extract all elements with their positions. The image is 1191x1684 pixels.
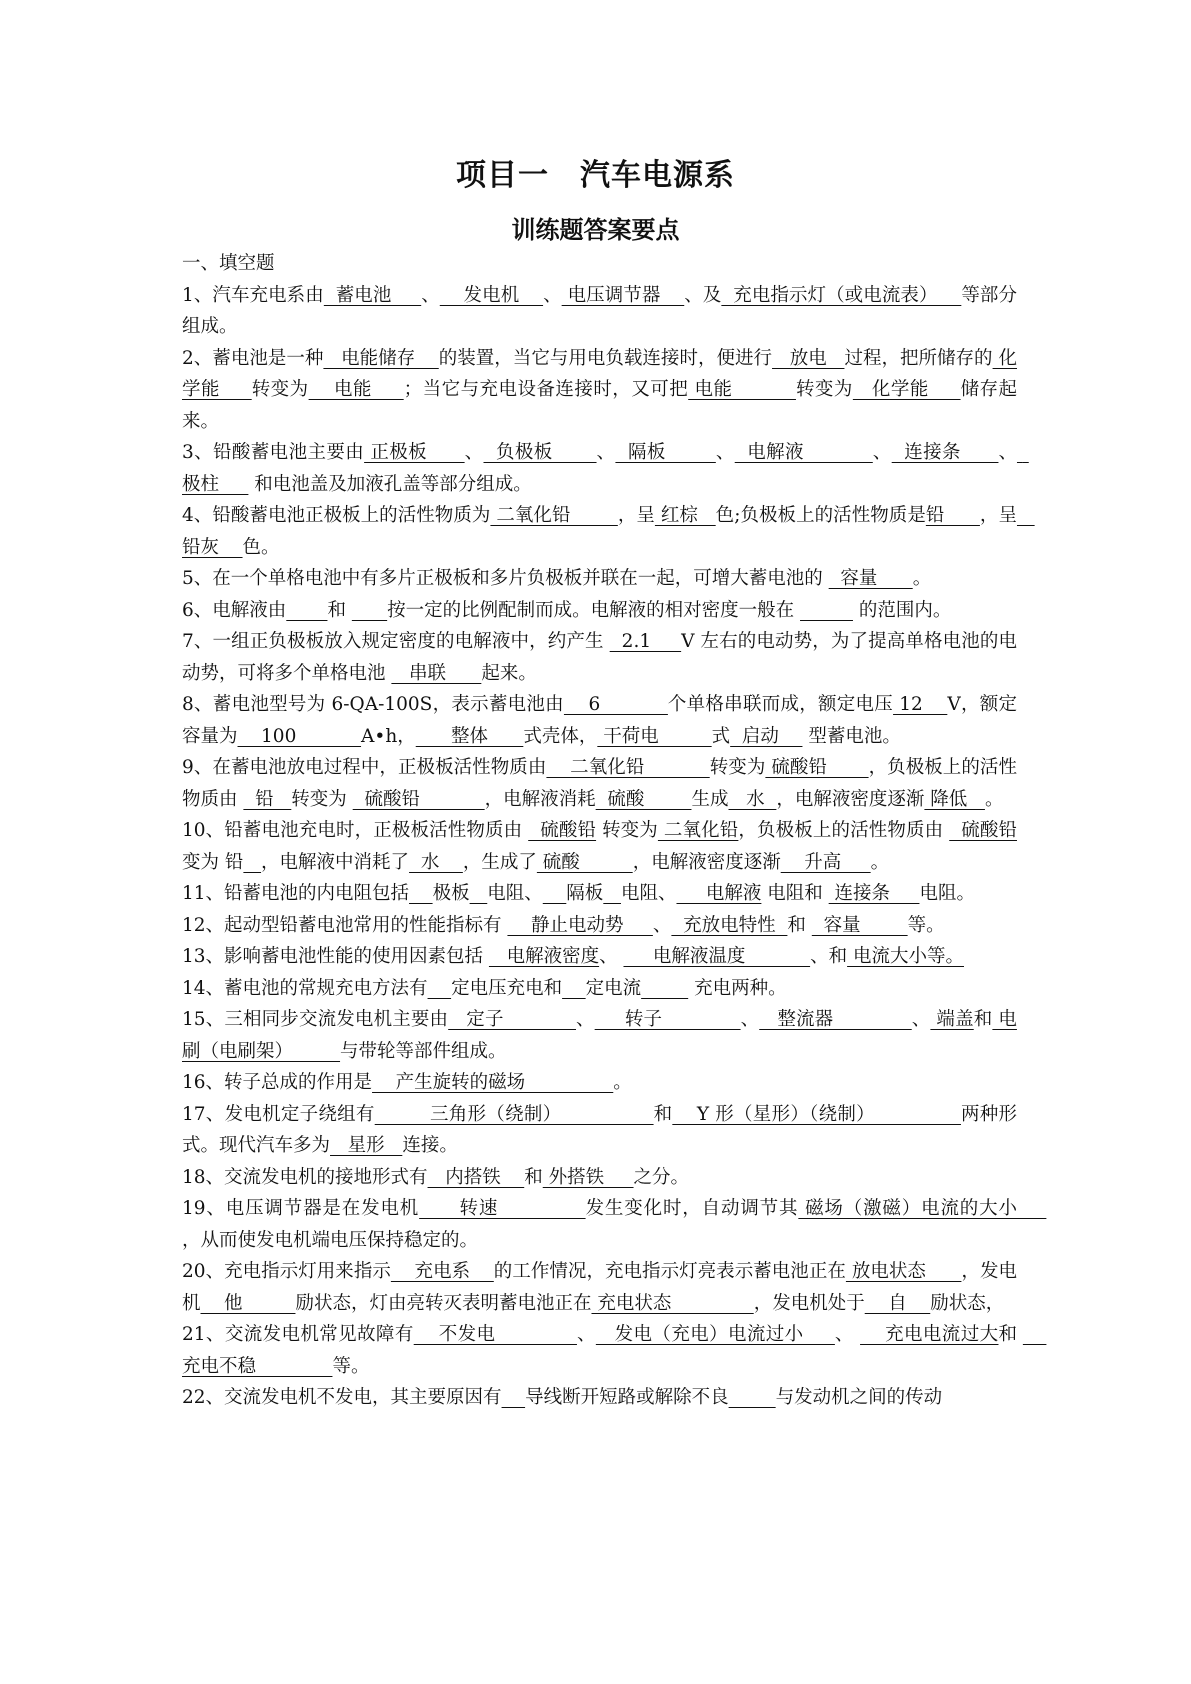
question-4	[182, 500, 1035, 563]
question-15	[182, 1004, 1017, 1067]
answer-blank: 产生旋转的磁场	[372, 1072, 614, 1093]
question-text: 4、铅酸蓄电池正极板上的活性物质为	[182, 505, 491, 526]
question-text: 9、在蓄电池放电过程中，正极板活性物质由	[182, 757, 547, 778]
question-text: 励状态，	[930, 1292, 1005, 1314]
answer-blank: 正极板	[364, 442, 465, 463]
question-text: ，电解液密度逐渐	[632, 851, 781, 873]
answer-blank: 连接条	[891, 442, 999, 463]
answer-blank	[428, 978, 452, 999]
answer-blank: 充放电特性	[671, 914, 788, 936]
question-text: 和	[787, 914, 812, 936]
answer-blank: 转子	[594, 1009, 741, 1030]
answer-blank: 自	[864, 1292, 931, 1314]
question-14	[182, 973, 1017, 1005]
question-text: 8、蓄电池型号为 6-QA-100S，表示蓄电池由	[182, 694, 564, 715]
question-text: 色;负极板上的活性物质是	[715, 505, 926, 526]
answer-blank: 发电机	[439, 284, 544, 306]
question-text: 起来。	[481, 662, 537, 684]
question-1	[182, 280, 1017, 343]
answer-blank: 电流大小等。	[847, 946, 964, 967]
question-text: 等。	[907, 914, 945, 936]
question-text: 22、交流发电机不发电，其主要原因有	[182, 1387, 502, 1408]
answer-blank: 负极板	[483, 442, 597, 463]
question-text: ，发电机	[182, 1261, 1017, 1314]
question-text: 18、交流发电机的接地形式有	[182, 1166, 428, 1188]
question-text: 12、起动型铅蓄电池常用的性能指标有	[182, 914, 508, 936]
question-text: 连接。	[402, 1135, 458, 1156]
question-6	[182, 595, 1017, 627]
answer-blank: 二氧化铅	[490, 505, 618, 526]
answer-blank	[543, 883, 567, 904]
answer-blank: 二氧化铅	[657, 820, 739, 841]
question-text: 11、铅蓄电池的内电阻包括	[182, 883, 410, 904]
question-text: 、	[576, 1324, 596, 1345]
question-text: 两种形式。现代汽车多为	[182, 1103, 1017, 1156]
question-text: 。	[984, 788, 1004, 810]
question-10	[182, 815, 1017, 878]
answer-blank: 硫酸铅	[352, 788, 485, 810]
answer-blank: 蓄电池	[323, 284, 422, 306]
question-text: 色。	[242, 536, 280, 558]
answer-blank: 电压调节器	[561, 284, 685, 306]
question-text: 。	[870, 851, 890, 873]
question-5	[182, 563, 1017, 595]
question-text: 的装置，当它与用电负载连接时，便进行	[438, 347, 773, 369]
question-text: ，负极板上的活性物质由	[738, 820, 950, 841]
question-text: 隔板	[566, 883, 604, 904]
question-text: 按一定的比例配制而成。电解液的相对密度一般在	[387, 599, 801, 621]
answer-blank: 外搭铁	[542, 1166, 634, 1188]
question-19	[182, 1193, 1047, 1256]
question-11	[182, 878, 1017, 910]
question-text: 7、一组正负极板放入规定密度的电解液中，约产生	[182, 631, 610, 652]
question-text: 导线断开短路或解除不良	[525, 1387, 729, 1408]
question-12	[182, 910, 1017, 942]
answer-blank: 充电状态	[591, 1292, 754, 1314]
answer-blank: 充电电流过大	[860, 1324, 999, 1345]
question-text: 转变为	[291, 788, 353, 810]
answer-blank: 硫酸	[595, 788, 692, 810]
answer-blank: 容量	[811, 914, 908, 936]
question-text: 、	[599, 946, 624, 967]
question-text: 过程，把所储存的	[844, 347, 993, 369]
question-text: 电阻、	[620, 883, 677, 904]
question-text: 式	[711, 725, 731, 747]
question-text: 定电压充电和	[451, 977, 563, 999]
answer-blank: 铅	[243, 788, 292, 810]
answer-blank: 电解液	[676, 883, 762, 904]
question-text: 储存起来。	[182, 379, 1017, 432]
answer-blank	[502, 1387, 526, 1408]
answer-blank	[800, 600, 853, 621]
question-text: 5、在一个单格电池中有多片正极板和多片负极板并联在一起，可增大蓄电池的	[182, 568, 829, 589]
question-text: 充电两种。	[688, 977, 787, 999]
answer-blank	[409, 883, 433, 904]
answer-blank	[729, 1387, 776, 1408]
question-16	[182, 1067, 1017, 1099]
answer-blank: 端盖	[930, 1009, 974, 1030]
question-text: ，发电机处于	[753, 1292, 865, 1314]
answer-blank: 充电不稳	[182, 1324, 1047, 1377]
question-text: 转变为	[251, 379, 309, 400]
question-text: 19、电压调节器是在发电机	[182, 1198, 420, 1219]
question-text: 和	[653, 1103, 673, 1125]
question-text: 变为 铅	[182, 851, 244, 873]
question-text: 、	[421, 284, 440, 306]
answer-blank	[562, 978, 586, 999]
question-text: 励状态，灯由亮转灭表明蓄电池正在	[295, 1292, 592, 1314]
question-text: 发生变化时，自动调节其	[585, 1198, 799, 1219]
question-text: 式壳体，	[523, 725, 598, 747]
question-text: 。	[613, 1072, 632, 1093]
question-text: 转变为	[795, 379, 853, 400]
question-text: 与发动机之间的传动	[775, 1387, 943, 1408]
question-text: 、	[834, 1324, 861, 1345]
answer-blank: 定子	[448, 1009, 576, 1030]
question-text: 、	[543, 284, 562, 306]
answer-blank: 他	[200, 1292, 296, 1314]
answer-blank: 充电系	[390, 1261, 494, 1282]
question-text: 2、蓄电池是一种	[182, 347, 324, 369]
answer-blank: 整流器	[759, 1009, 912, 1030]
question-text: 17、发电机定子绕组有	[182, 1103, 375, 1125]
document-body	[182, 248, 1047, 1414]
question-text: 16、转子总成的作用是	[182, 1072, 373, 1093]
question-text: 21、交流发电机常见故障有	[182, 1324, 414, 1345]
question-text: ，电解液消耗	[484, 788, 596, 810]
question-text: 生成	[691, 788, 729, 810]
answer-blank: 放电状态	[845, 1261, 962, 1282]
answer-blank: 降低	[924, 788, 985, 810]
question-text: ；当它与充电设备连接时，又可把	[403, 379, 689, 400]
question-text: 的范围内。	[852, 599, 952, 621]
answer-blank: 硫酸铅	[528, 820, 597, 841]
question-text: 极板	[432, 883, 470, 904]
answer-blank: 2.1	[609, 631, 682, 652]
question-2	[182, 343, 1017, 438]
answer-blank: 100	[237, 725, 362, 747]
answer-blank: 隔板	[615, 442, 716, 463]
section-heading: 一、填空题	[182, 253, 275, 274]
answer-blank: 电解液温度	[623, 946, 811, 967]
question-text: 、	[652, 914, 672, 936]
question-7	[182, 626, 1017, 689]
question-text: 和电池盖及加液孔盖等部分组成。	[248, 473, 532, 495]
answer-blank	[641, 978, 688, 999]
question-text: 个单格串联而成，额定电压	[667, 694, 894, 715]
answer-blank: 极柱	[182, 442, 1029, 495]
question-text: 、和	[810, 946, 848, 967]
answer-blank: 不发电	[413, 1324, 577, 1345]
question-text: 转变为	[709, 757, 766, 778]
question-text: 、	[998, 442, 1017, 463]
question-text: V 左右的电动势，为了提高单格电池的电动势，可将多个单格电池	[182, 631, 1017, 684]
question-20	[182, 1256, 1017, 1319]
question-text: 、	[576, 1009, 595, 1030]
answer-blank: 容量	[828, 568, 913, 589]
question-21	[182, 1319, 1047, 1382]
question-text: 、及	[684, 284, 722, 306]
question-text: ，电解液密度逐渐	[776, 788, 925, 810]
question-17	[182, 1099, 1017, 1162]
question-text: ，生成了	[462, 851, 537, 873]
question-3	[182, 437, 1029, 500]
question-text: 13、影响蓄电池性能的使用因素包括	[182, 946, 489, 967]
answer-blank: 化学能	[182, 347, 1017, 400]
answer-blank: 12	[893, 694, 948, 715]
question-text: 转变为	[596, 820, 658, 841]
answer-blank	[243, 852, 261, 873]
question-text: 等部分组成。	[182, 284, 1017, 337]
answer-blank: 电解液密度	[488, 946, 600, 967]
answer-blank: 硫酸	[536, 851, 633, 873]
answer-blank: 三角形（绕制）	[374, 1103, 654, 1125]
question-text: ，呈	[617, 505, 655, 526]
answer-blank: 启动	[730, 725, 803, 747]
question-text: V，额定容量为	[182, 694, 1017, 747]
answer-blank: 化学能	[852, 379, 961, 400]
question-text: 。	[912, 568, 932, 589]
answer-blank	[603, 883, 621, 904]
answer-blank: 转速	[419, 1198, 586, 1219]
question-text: ，负极板上的活性物质由	[182, 757, 1017, 810]
answer-blank: 硫酸铅	[765, 757, 869, 778]
question-text: 、	[740, 1009, 760, 1030]
answer-blank: 内搭铁	[427, 1166, 525, 1188]
answer-blank: 铅灰	[182, 505, 1035, 558]
answer-blank: 充电指示灯（或电流表）	[721, 284, 962, 306]
answer-blank: 二氧化铅	[546, 757, 710, 778]
answer-blank: 电解液	[734, 442, 873, 463]
question-text: 和	[524, 1166, 543, 1188]
answer-blank: 连接条	[828, 883, 920, 904]
answer-blank: 电能	[688, 379, 796, 400]
answer-blank: 磁场（激磁）电流的大小	[798, 1198, 1047, 1219]
answer-blank	[286, 600, 327, 621]
question-text: 定电流	[585, 977, 642, 999]
question-text: 电阻和	[761, 883, 829, 904]
answer-blank: 铅	[925, 505, 980, 526]
answer-blank	[352, 600, 387, 621]
question-text: 15、三相同步交流发电机主要由	[182, 1009, 449, 1030]
question-9	[182, 752, 1017, 815]
question-text: 、	[715, 442, 735, 463]
question-text: 、	[464, 442, 484, 463]
question-text: 电阻。	[919, 883, 975, 904]
question-text: 和	[327, 599, 352, 621]
question-text: 、	[872, 442, 892, 463]
answer-blank	[470, 883, 488, 904]
page-subtitle: 训练题答案要点	[511, 215, 680, 244]
question-text: 14、蓄电池的常规充电方法有	[182, 977, 428, 999]
answer-blank: 水	[409, 851, 463, 873]
answer-blank: 红棕	[654, 505, 716, 526]
question-text: 、	[911, 1009, 931, 1030]
answer-blank: 干荷电	[597, 725, 712, 747]
answer-blank: 静止电动势	[507, 914, 653, 936]
question-text: 3、铅酸蓄电池主要由	[182, 442, 365, 463]
question-text: 1、汽车充电系由	[182, 284, 324, 306]
question-text: 6、电解液由	[182, 599, 287, 621]
answer-blank: 电能	[308, 379, 404, 400]
answer-blank: 发电（充电）电流过小	[595, 1324, 835, 1345]
question-22	[182, 1382, 1017, 1414]
answer-blank: 升高	[780, 851, 871, 873]
answer-blank: Y 形（星形）（绕制）	[672, 1103, 961, 1125]
answer-blank: 电能储存	[323, 347, 439, 369]
answer-blank: 6	[563, 694, 668, 715]
answer-blank: 星形	[330, 1135, 403, 1156]
question-text: 10、铅蓄电池充电时，正极板活性物质由	[182, 820, 529, 841]
question-text: 电阻、	[487, 883, 543, 904]
answer-blank: 整体	[415, 725, 524, 747]
page-title: 项目一 汽车电源系	[456, 158, 735, 193]
answer-blank: 电刷（电刷架）	[182, 1009, 1017, 1062]
question-text: 20、充电指示灯用来指示	[182, 1261, 391, 1282]
question-text: ，从而使发电机端电压保持稳定的。	[182, 1229, 479, 1251]
question-text: 之分。	[633, 1166, 690, 1188]
question-18	[182, 1162, 1017, 1194]
question-text: 、	[596, 442, 616, 463]
question-8	[182, 689, 1017, 752]
answer-blank: 硫酸铅	[949, 820, 1017, 841]
question-text: ，呈	[979, 505, 1017, 526]
question-text: ，电解液中消耗了	[261, 851, 410, 873]
question-text: A•h，	[361, 725, 416, 747]
question-13	[182, 941, 1017, 973]
question-text: 和	[973, 1009, 993, 1030]
question-text: 型蓄电池。	[802, 725, 901, 747]
answer-blank: 水	[728, 788, 777, 810]
answer-blank: 串联	[391, 662, 482, 684]
question-text: 的工作情况，充电指示灯亮表示蓄电池正在	[493, 1261, 846, 1282]
question-text: 等。	[332, 1355, 370, 1377]
question-text: 与带轮等部件组成。	[340, 1040, 507, 1062]
question-text: 和	[998, 1324, 1023, 1345]
answer-blank: 放电	[772, 347, 845, 369]
